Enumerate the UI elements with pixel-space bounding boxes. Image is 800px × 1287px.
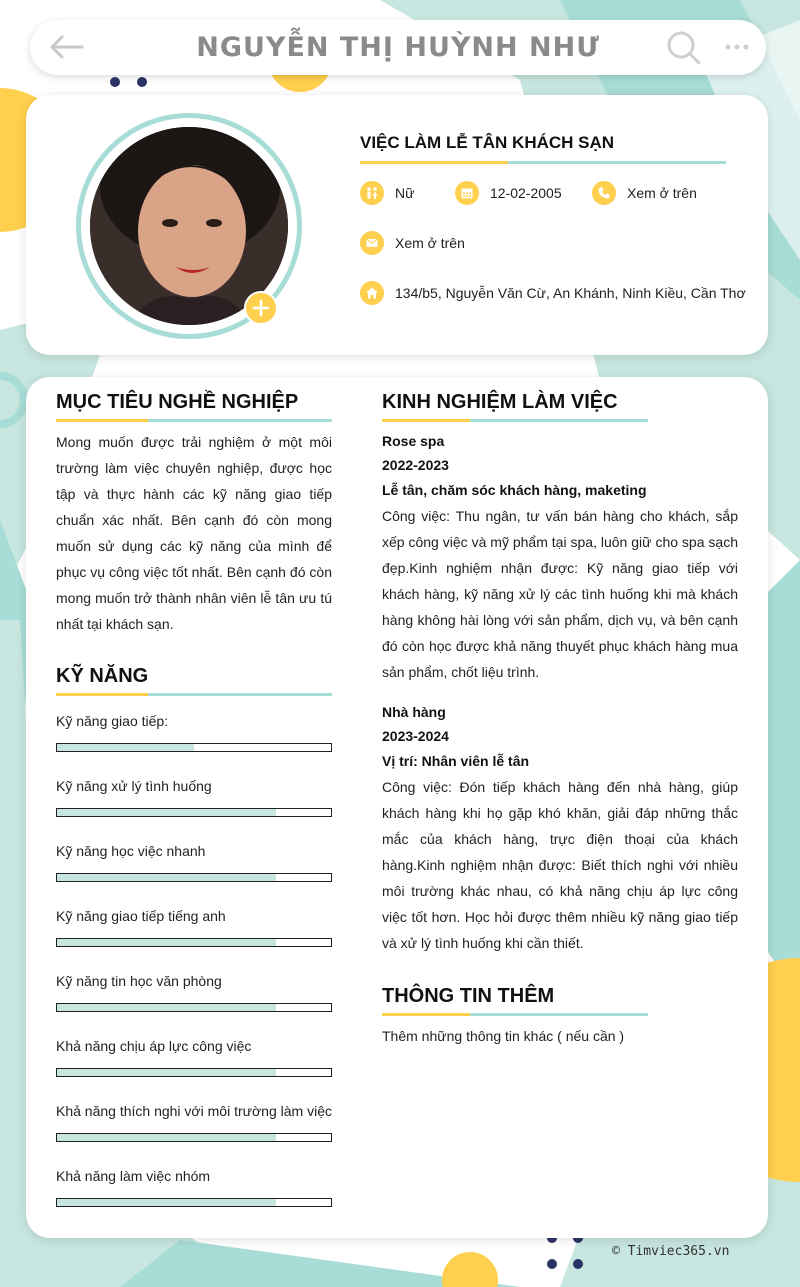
job-position: Vị trí: Nhân viên lễ tân bbox=[382, 753, 530, 769]
skill-bar bbox=[56, 873, 332, 882]
job-description: Công việc: Đón tiếp khách hàng đến nhà hàng, giúp khách hàng khi họ gặp khó khăn, giải đáp những thắc mắc của khách hàng, trực điện thoại của khách hàng.Kinh nghiệm nhận được: Biết thích nghi với nhiều môi trường khác nhau, có khả năng chịu áp lực công việc tốt hơn. Học hỏi được thêm nhiều kỹ năng giao tiếp và xử lý tình huống khi cần thiết. bbox=[382, 779, 738, 951]
skill-bar-fill bbox=[57, 1004, 276, 1011]
skill-label: Khả năng chịu áp lực công việc bbox=[56, 1038, 252, 1054]
birthdate-value: 12-02-2005 bbox=[490, 185, 562, 201]
skill-bar-fill bbox=[57, 1069, 276, 1076]
job-company: Rose spa bbox=[382, 433, 445, 449]
skill-label: Kỹ năng giao tiếp: bbox=[56, 713, 169, 729]
address-row bbox=[360, 281, 746, 305]
objective-text: Mong muốn được trải nghiệm ở một môi trường làm việc chuyên nghiệp, được học tập và thực hành các kỹ năng giao tiếp chuẩn xác nhất. Bên cạnh đó còn mong muốn sử dụng các kỹ năng của mình để phục vụ công việc tốt nhất. Bên cạnh đó còn mong muốn trở thành nhân viên lễ tân ưu tú nhất tại khách sạn. bbox=[56, 434, 332, 632]
skill-bar bbox=[56, 1068, 332, 1077]
skills-underline bbox=[56, 693, 332, 696]
job-period: 2022-2023 bbox=[382, 457, 449, 473]
top-bar bbox=[30, 20, 766, 75]
email-value: Xem ở trên bbox=[395, 235, 465, 251]
skill-label: Kỹ năng học việc nhanh bbox=[56, 843, 206, 859]
skill-label: Khả năng làm việc nhóm bbox=[56, 1168, 211, 1184]
gender-value: Nữ bbox=[395, 185, 415, 201]
experience-underline bbox=[382, 419, 648, 422]
additional-underline bbox=[382, 1013, 648, 1016]
skill-bar bbox=[56, 743, 332, 752]
footer-brand: © Timviec365.vn bbox=[612, 1244, 730, 1259]
search-icon[interactable] bbox=[666, 30, 702, 66]
job-period: 2023-2024 bbox=[382, 728, 449, 744]
skill-label: Kỹ năng xử lý tình huống bbox=[56, 778, 212, 794]
skill-bar bbox=[56, 1198, 332, 1207]
calendar-icon bbox=[455, 181, 479, 205]
plus-icon bbox=[246, 293, 276, 323]
skill-label: Kỹ năng tin học văn phòng bbox=[56, 973, 222, 989]
birthdate-row bbox=[455, 181, 562, 205]
skill-bar-fill bbox=[57, 939, 276, 946]
job-description: Công việc: Thu ngân, tư vấn bán hàng cho khách, sắp xếp công việc và mỹ phẩm tại spa, luôn giữ cho spa sạch đẹp.Kinh nghiệm nhận được: Kỹ năng giao tiếp với khách hàng, kỹ năng xử lý các tình huống khi mà khách hàng không hài lòng với sản phẩm, dịch vụ, và bên cạnh đó còn học được khả năng thuyết phục khách hàng mua sản phẩm, chốt liệu trình. bbox=[382, 508, 738, 680]
profile-card bbox=[26, 95, 768, 355]
objective-title: MỤC TIÊU NGHỀ NGHIỆP bbox=[56, 391, 299, 413]
additional-title: THÔNG TIN THÊM bbox=[382, 985, 555, 1007]
skill-label: Kỹ năng giao tiếp tiếng anh bbox=[56, 908, 226, 924]
job-position: Lễ tân, chăm sóc khách hàng, maketing bbox=[382, 482, 647, 498]
skill-bar-fill bbox=[57, 1199, 276, 1206]
more-options-icon[interactable] bbox=[724, 37, 750, 57]
additional-text: Thêm những thông tin khác ( nếu cần ) bbox=[382, 1028, 625, 1044]
skill-bar bbox=[56, 1003, 332, 1012]
candidate-name: NGUYỄN THỊ HUỲNH NHƯ bbox=[196, 32, 600, 63]
skill-bar bbox=[56, 1133, 332, 1142]
content-card bbox=[26, 377, 768, 1238]
phone-value: Xem ở trên bbox=[627, 185, 697, 201]
skills-title: KỸ NĂNG bbox=[56, 665, 149, 687]
gender-row bbox=[360, 181, 414, 205]
gender-icon bbox=[360, 181, 384, 205]
job-title-underline bbox=[360, 161, 726, 164]
skill-bar-fill bbox=[57, 809, 276, 816]
address-value: 134/b5, Nguyễn Văn Cừ, An Khánh, Ninh Kiều, Cần Thơ bbox=[395, 285, 746, 301]
skill-bar-fill bbox=[57, 1134, 276, 1141]
experience-title: KINH NGHIỆM LÀM VIỆC bbox=[382, 391, 618, 413]
skill-bar bbox=[56, 808, 332, 817]
skill-label: Khả năng thích nghi với môi trường làm việc bbox=[56, 1103, 332, 1119]
home-icon bbox=[360, 281, 384, 305]
phone-icon bbox=[592, 181, 616, 205]
skill-bar-fill bbox=[57, 744, 194, 751]
add-photo-button[interactable] bbox=[244, 291, 278, 325]
phone-row bbox=[592, 181, 697, 205]
job-company: Nhà hàng bbox=[382, 704, 446, 720]
job-title: VIỆC LÀM LỄ TÂN KHÁCH SẠN bbox=[360, 133, 615, 152]
email-row bbox=[360, 231, 465, 255]
objective-underline bbox=[56, 419, 332, 422]
skill-bar-fill bbox=[57, 874, 276, 881]
email-icon bbox=[360, 231, 384, 255]
skill-bar bbox=[56, 938, 332, 947]
